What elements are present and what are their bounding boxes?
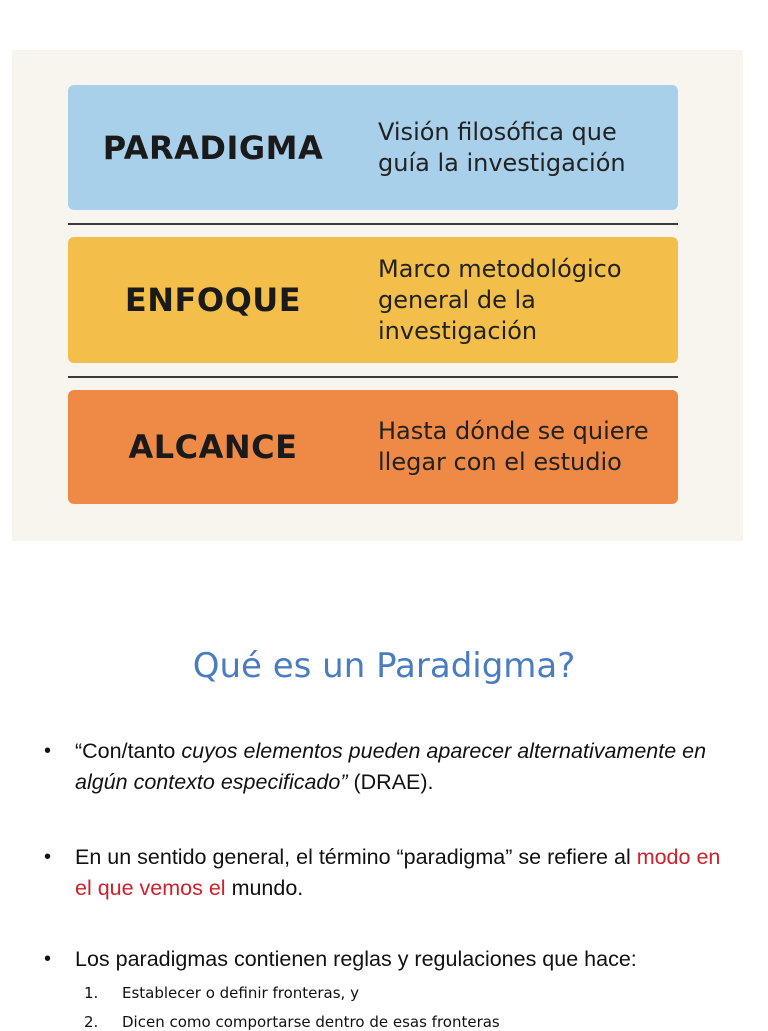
alcance-band bbox=[68, 390, 678, 504]
text-pre: En un sentido general, el término “paradigma” se refiere al bbox=[75, 845, 637, 869]
item-text: Dicen como comportarse dentro de esas fronteras bbox=[122, 1013, 500, 1031]
item-number: 1. bbox=[84, 984, 99, 1002]
quote-open: “Con/tanto bbox=[75, 739, 182, 763]
drae-citation: (DRAE). bbox=[347, 770, 434, 794]
item-text: Establecer o definir fronteras, y bbox=[122, 984, 359, 1002]
concept-figure bbox=[12, 50, 743, 541]
text-post: mundo. bbox=[225, 876, 304, 900]
bullet-dot: • bbox=[44, 948, 52, 970]
alcance-term: ALCANCE bbox=[128, 428, 298, 466]
alcance-definition: Hasta dónde se quiere llegar con el estudio bbox=[378, 417, 649, 476]
enfoque-band bbox=[68, 237, 678, 363]
bullet-dot: • bbox=[44, 740, 52, 762]
divider bbox=[68, 376, 678, 378]
bullet-text bbox=[75, 736, 724, 798]
paradigma-definition: Visión filosófica que guía la investigación bbox=[378, 117, 626, 177]
page-title: Qué es un Paradigma? bbox=[192, 646, 576, 686]
enfoque-definition: Marco metodológico general de la investigación bbox=[378, 254, 622, 345]
paradigma-term: PARADIGMA bbox=[102, 128, 324, 167]
enfoque-term: ENFOQUE bbox=[124, 281, 302, 319]
bullet-dot: • bbox=[44, 846, 52, 868]
bullet-text: Los paradigmas contienen reglas y regulaciones que hace: bbox=[75, 947, 637, 971]
quote-italic: cuyos elementos pueden aparecer alternativamente en algún contexto especificado” bbox=[75, 739, 707, 794]
highlighted-text: modo en el que vemos el bbox=[75, 845, 721, 900]
divider bbox=[68, 223, 678, 225]
paradigma-band bbox=[68, 85, 678, 210]
item-number: 2. bbox=[84, 1013, 99, 1031]
bullet-text bbox=[75, 842, 724, 904]
